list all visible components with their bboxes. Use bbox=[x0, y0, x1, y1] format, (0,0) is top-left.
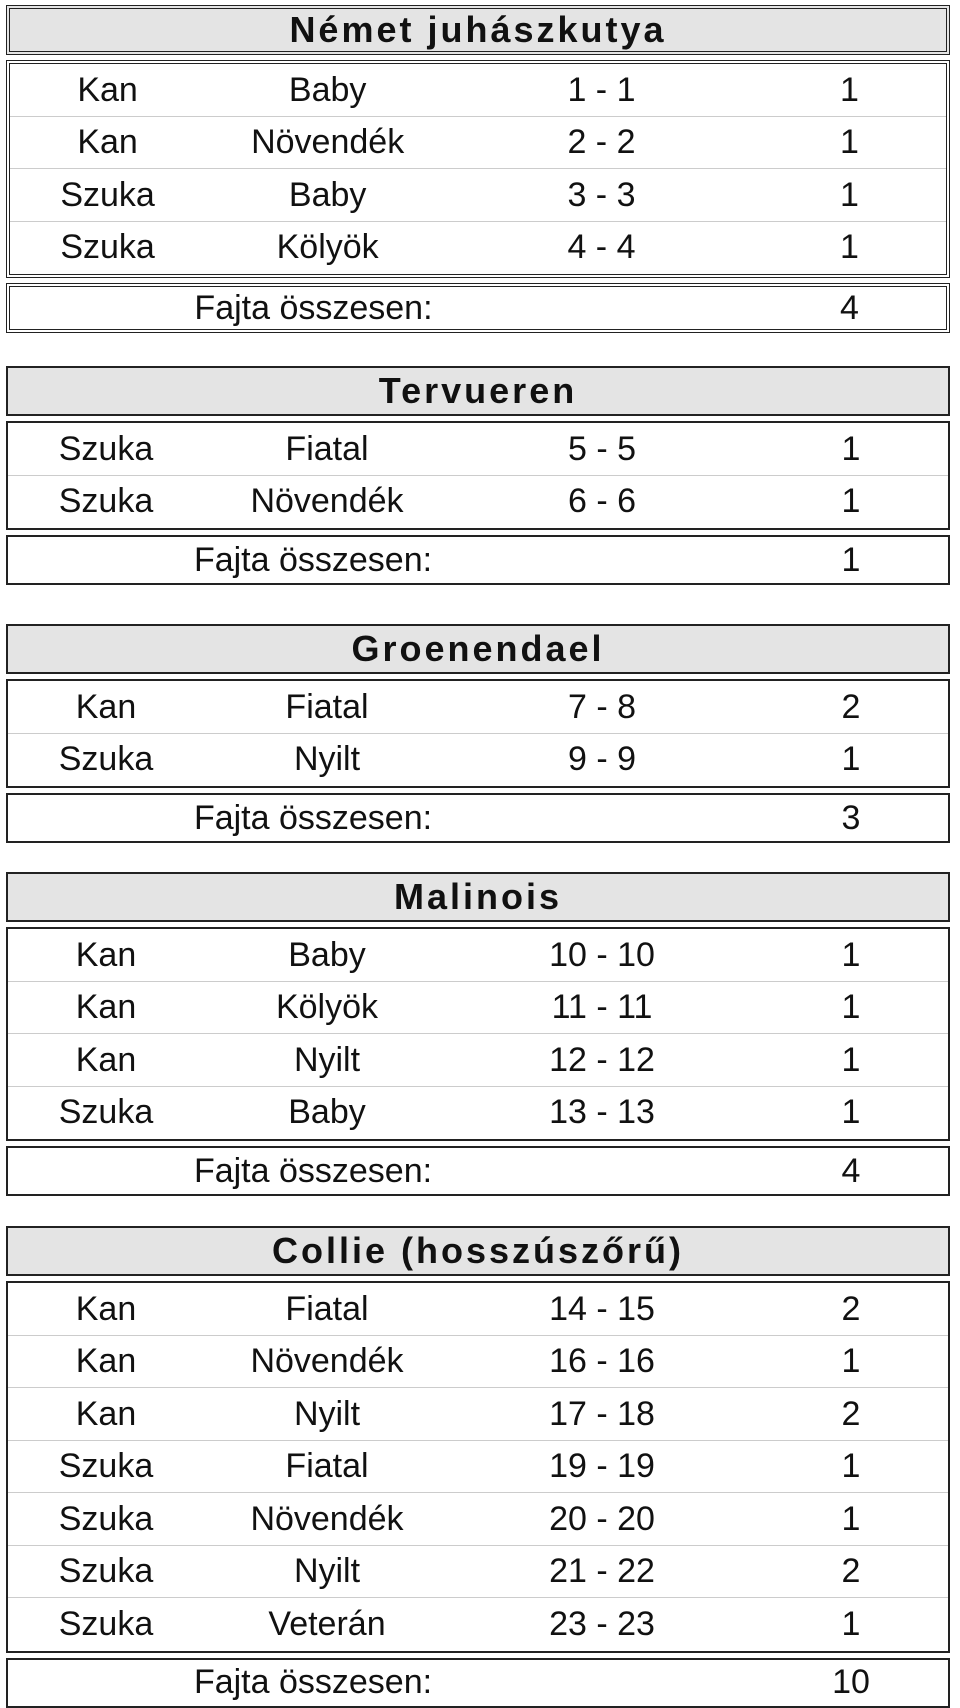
count-cell: 1 bbox=[841, 1499, 861, 1538]
count-cell: 1 bbox=[841, 429, 861, 468]
class-cell: Nyilt bbox=[293, 1040, 361, 1079]
breed-block bbox=[6, 1226, 950, 1708]
total-count: 1 bbox=[841, 540, 861, 579]
number-range-cell: 13 - 13 bbox=[549, 1093, 655, 1132]
sex-cell: Szuka bbox=[58, 1552, 154, 1591]
sex-cell: Szuka bbox=[58, 429, 154, 468]
count-cell: 1 bbox=[839, 228, 859, 267]
table-row bbox=[8, 1087, 948, 1140]
sex-cell: Szuka bbox=[58, 740, 154, 779]
total-count: 4 bbox=[840, 288, 859, 327]
number-range-cell: 3 - 3 bbox=[567, 175, 636, 214]
table-row bbox=[8, 1283, 948, 1336]
number-range-cell: 23 - 23 bbox=[549, 1604, 655, 1643]
breed-title: Groenendael bbox=[6, 624, 950, 674]
count-cell: 1 bbox=[841, 482, 861, 521]
sex-cell: Kan bbox=[77, 123, 138, 162]
breed-title: Tervueren bbox=[6, 366, 950, 416]
class-cell: Baby bbox=[288, 1093, 366, 1132]
count-cell: 1 bbox=[839, 175, 859, 214]
breed-total-row bbox=[6, 283, 950, 333]
class-cell: Növendék bbox=[250, 482, 404, 521]
total-count: 4 bbox=[841, 1151, 861, 1190]
sex-cell: Kan bbox=[75, 1040, 137, 1079]
breed-total-row bbox=[6, 1658, 950, 1708]
count-cell: 2 bbox=[841, 687, 861, 726]
sex-cell: Kan bbox=[75, 687, 137, 726]
table-row bbox=[8, 734, 948, 787]
sex-cell: Kan bbox=[75, 1289, 137, 1328]
sex-cell: Szuka bbox=[60, 175, 155, 214]
table-row bbox=[8, 1336, 948, 1389]
sex-cell: Kan bbox=[75, 1342, 137, 1381]
number-range-cell: 12 - 12 bbox=[549, 1040, 655, 1079]
count-cell: 1 bbox=[841, 1093, 861, 1132]
count-cell: 1 bbox=[841, 988, 861, 1027]
table-row bbox=[8, 423, 948, 476]
breed-block bbox=[6, 366, 950, 585]
total-label: Fajta összesen: bbox=[193, 1151, 433, 1190]
breed-rows bbox=[6, 927, 950, 1141]
sex-cell: Kan bbox=[75, 1394, 137, 1433]
table-row bbox=[10, 222, 946, 275]
number-range-cell: 4 - 4 bbox=[567, 228, 636, 267]
count-cell: 1 bbox=[841, 1447, 861, 1486]
class-cell: Baby bbox=[288, 70, 367, 109]
breed-rows bbox=[6, 679, 950, 788]
number-range-cell: 9 - 9 bbox=[567, 740, 637, 779]
count-cell: 1 bbox=[839, 123, 859, 162]
class-cell: Baby bbox=[288, 175, 367, 214]
table-row bbox=[8, 1598, 948, 1651]
count-cell: 2 bbox=[841, 1289, 861, 1328]
sex-cell: Szuka bbox=[58, 1447, 154, 1486]
number-range-cell: 2 - 2 bbox=[567, 123, 636, 162]
class-cell: Veterán bbox=[268, 1604, 386, 1643]
sex-cell: Szuka bbox=[58, 1604, 154, 1643]
total-label: Fajta összesen: bbox=[193, 798, 433, 837]
sex-cell: Szuka bbox=[58, 1093, 154, 1132]
table-row bbox=[10, 117, 946, 170]
breed-rows bbox=[6, 421, 950, 530]
class-cell: Kölyök bbox=[275, 988, 379, 1027]
breed-rows bbox=[6, 60, 950, 278]
total-label: Fajta összesen: bbox=[193, 1663, 433, 1701]
number-range-cell: 19 - 19 bbox=[549, 1447, 655, 1486]
count-cell: 2 bbox=[841, 1552, 861, 1591]
number-range-cell: 21 - 22 bbox=[549, 1552, 655, 1591]
class-cell: Fiatal bbox=[285, 687, 369, 726]
breed-total-row bbox=[6, 793, 950, 843]
table-row bbox=[10, 169, 946, 222]
class-cell: Baby bbox=[288, 935, 366, 974]
total-count: 3 bbox=[841, 798, 861, 837]
table-row bbox=[8, 929, 948, 982]
number-range-cell: 5 - 5 bbox=[567, 429, 637, 468]
number-range-cell: 11 - 11 bbox=[551, 988, 653, 1027]
number-range-cell: 16 - 16 bbox=[549, 1342, 655, 1381]
number-range-cell: 1 - 1 bbox=[567, 70, 636, 109]
total-label: Fajta összesen: bbox=[193, 540, 433, 579]
class-cell: Nyilt bbox=[293, 1552, 361, 1591]
sex-cell: Kan bbox=[77, 70, 138, 109]
sex-cell: Szuka bbox=[60, 228, 155, 267]
class-cell: Fiatal bbox=[285, 1447, 369, 1486]
number-range-cell: 20 - 20 bbox=[549, 1499, 655, 1538]
breed-total-row bbox=[6, 535, 950, 585]
breed-total-row bbox=[6, 1146, 950, 1196]
sex-cell: Kan bbox=[75, 988, 137, 1027]
total-count: 10 bbox=[832, 1663, 870, 1701]
count-cell: 2 bbox=[841, 1394, 861, 1433]
count-cell: 1 bbox=[839, 70, 859, 109]
number-range-cell: 7 - 8 bbox=[567, 687, 637, 726]
class-cell: Kölyök bbox=[276, 228, 379, 267]
count-cell: 1 bbox=[841, 1604, 861, 1643]
class-cell: Növendék bbox=[250, 1342, 404, 1381]
table-row bbox=[8, 476, 948, 529]
table-row bbox=[8, 681, 948, 734]
sex-cell: Szuka bbox=[58, 1499, 154, 1538]
breed-block bbox=[6, 624, 950, 843]
class-cell: Nyilt bbox=[293, 740, 361, 779]
number-range-cell: 17 - 18 bbox=[549, 1394, 655, 1433]
class-cell: Nyilt bbox=[293, 1394, 361, 1433]
breed-title: Malinois bbox=[6, 872, 950, 922]
breed-block bbox=[6, 5, 950, 333]
class-cell: Fiatal bbox=[285, 429, 369, 468]
class-cell: Növendék bbox=[250, 1499, 404, 1538]
breed-block bbox=[6, 872, 950, 1196]
breed-title: Collie (hosszúszőrű) bbox=[6, 1226, 950, 1276]
total-label: Fajta összesen: bbox=[194, 288, 433, 327]
number-range-cell: 6 - 6 bbox=[567, 482, 637, 521]
table-row bbox=[8, 982, 948, 1035]
class-cell: Fiatal bbox=[285, 1289, 369, 1328]
class-cell: Növendék bbox=[251, 123, 405, 162]
table-row bbox=[8, 1546, 948, 1599]
count-cell: 1 bbox=[841, 935, 861, 974]
table-row bbox=[8, 1441, 948, 1494]
number-range-cell: 14 - 15 bbox=[549, 1289, 655, 1328]
count-cell: 1 bbox=[841, 1342, 861, 1381]
count-cell: 1 bbox=[841, 1040, 861, 1079]
table-row bbox=[8, 1493, 948, 1546]
count-cell: 1 bbox=[841, 740, 861, 779]
table-row bbox=[8, 1034, 948, 1087]
breed-rows bbox=[6, 1281, 950, 1653]
sex-cell: Szuka bbox=[58, 482, 154, 521]
sex-cell: Kan bbox=[75, 935, 137, 974]
breed-title: Német juhászkutya bbox=[6, 5, 950, 55]
number-range-cell: 10 - 10 bbox=[549, 935, 655, 974]
table-row bbox=[10, 64, 946, 117]
table-row bbox=[8, 1388, 948, 1441]
